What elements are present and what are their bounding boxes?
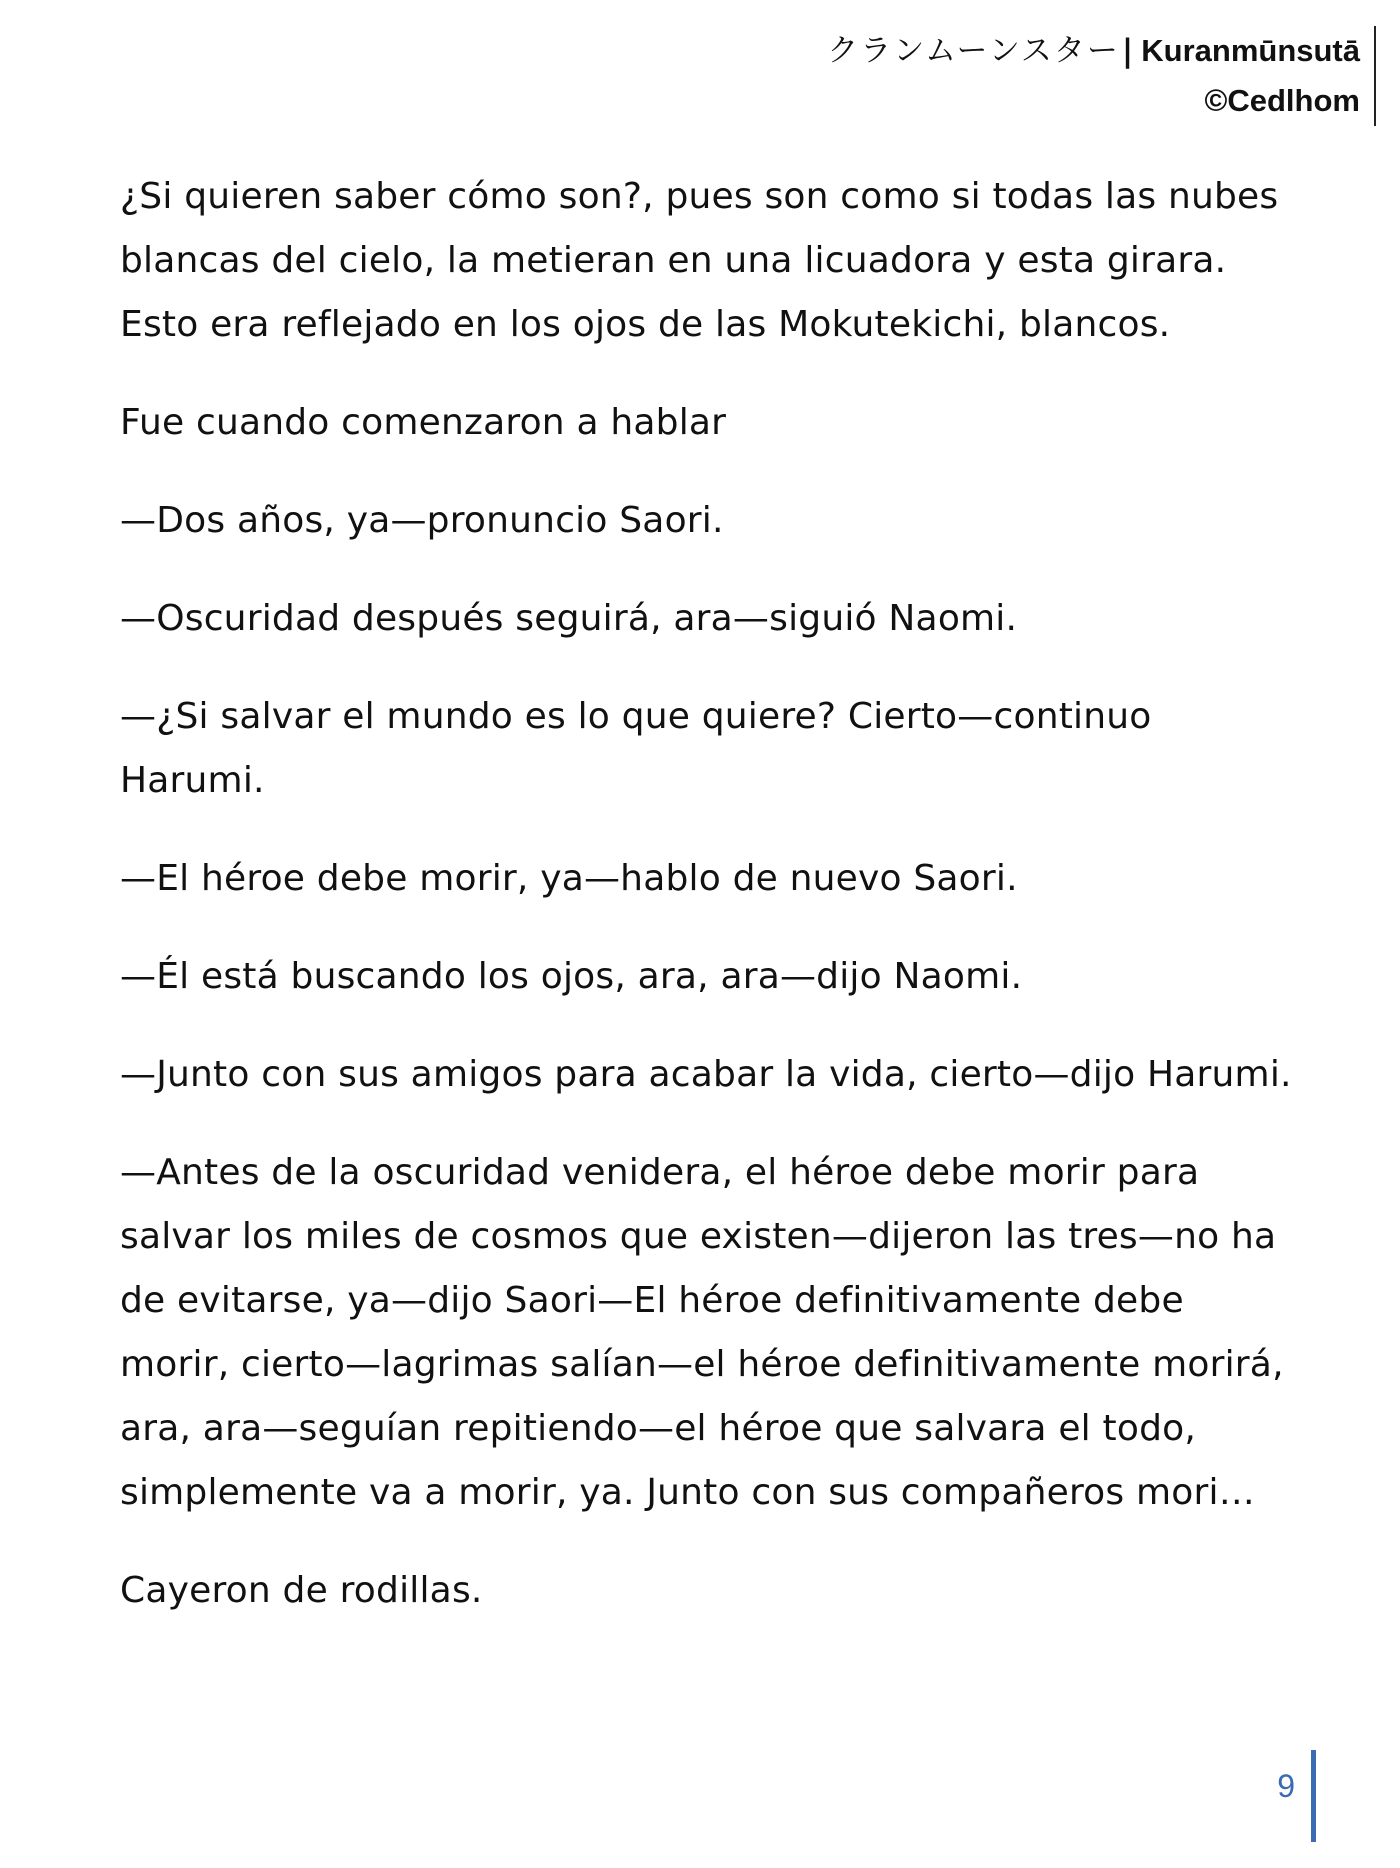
paragraph-6: —El héroe debe morir, ya—hablo de nuevo Saori. xyxy=(120,858,1018,899)
header-title-japanese: クランムーンスター xyxy=(827,33,1120,69)
page-header xyxy=(827,26,1376,126)
paragraph-1: ¿Si quieren saber cómo son?, pues son como si todas las nubes blancas del cielo, la metieran en una licuadora y esta girara. Esto era reflejado en los ojos de las Mokutekichi, blancos. xyxy=(120,176,1279,345)
page-number: 9 xyxy=(1277,1750,1316,1842)
header-copyright: ©Cedlhom xyxy=(1204,83,1360,118)
paragraph-8: —Junto con sus amigos para acabar la vida, cierto—dijo Harumi. xyxy=(120,1054,1292,1095)
paragraph-4: —Oscuridad después seguirá, ara—siguió Naomi. xyxy=(120,598,1018,639)
paragraph-9: —Antes de la oscuridad venidera, el héroe debe morir para salvar los miles de cosmos que existen—dijeron las tres—no ha de evitarse, ya—dijo Saori—El héroe definitivamente debe morir, cierto—lagrimas salían—el héroe definitivamente morirá, ara, ara—seguían repitiendo—el héroe que salvara el todo, simplemente va a morir, ya. Junto con sus compañeros mori… xyxy=(120,1152,1284,1513)
paragraph-5: —¿Si salvar el mundo es lo que quiere? Cierto—continuo Harumi. xyxy=(120,696,1152,801)
paragraph-3: —Dos años, ya—pronuncio Saori. xyxy=(120,500,724,541)
paragraph-7: —Él está buscando los ojos, ara, ara—dijo Naomi. xyxy=(120,956,1023,997)
body-text xyxy=(120,165,1300,1657)
header-title-line xyxy=(827,26,1360,76)
header-separator: | xyxy=(1121,33,1134,69)
header-title-romanized: Kuranmūnsutā xyxy=(1141,33,1360,68)
paragraph-2: Fue cuando comenzaron a hablar xyxy=(120,402,727,443)
paragraph-10: Cayeron de rodillas. xyxy=(120,1570,483,1611)
